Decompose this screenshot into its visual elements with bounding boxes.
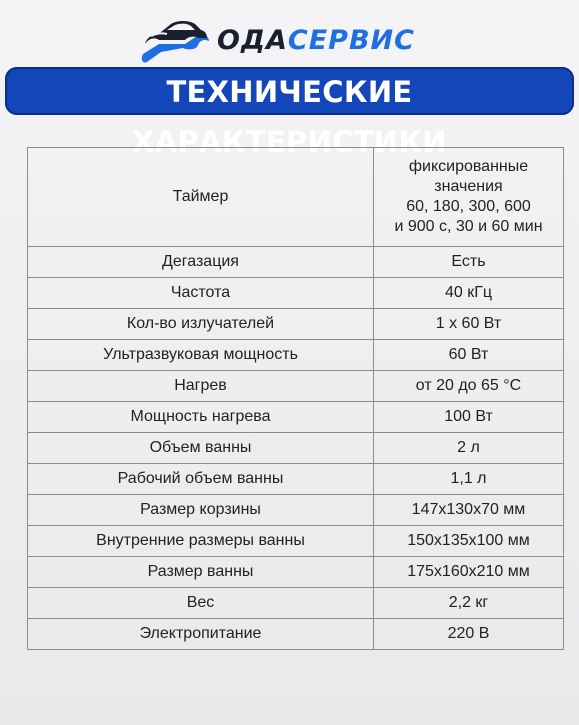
spec-label: Объем ванны [28, 433, 374, 464]
spec-label: Мощность нагрева [28, 402, 374, 433]
spec-value: 147х130х70 мм [374, 495, 564, 526]
table-row [28, 619, 564, 650]
spec-label: Ультразвуковая мощность [28, 340, 374, 371]
spec-value: Есть [374, 247, 564, 278]
table-row [28, 588, 564, 619]
spec-value: 150х135х100 мм [374, 526, 564, 557]
brand-logo [137, 14, 447, 66]
spec-label: Внутренние размеры ванны [28, 526, 374, 557]
spec-value: 2,2 кг [374, 588, 564, 619]
spec-label: Электропитание [28, 619, 374, 650]
brand-name [217, 25, 415, 56]
spec-label: Кол-во излучателей [28, 309, 374, 340]
spec-value: 40 кГц [374, 278, 564, 309]
table-row [28, 402, 564, 433]
table-row [28, 309, 564, 340]
table-row [28, 495, 564, 526]
table-row [28, 371, 564, 402]
title-banner [5, 67, 574, 159]
spec-value: 220 В [374, 619, 564, 650]
spec-label: Дегазация [28, 247, 374, 278]
table-row [28, 340, 564, 371]
spec-label: Вес [28, 588, 374, 619]
spec-label: Таймер [28, 148, 374, 247]
spec-value: 1,1 л [374, 464, 564, 495]
brand-name-part2: СЕРВИС [287, 24, 415, 56]
spec-value: 60 Вт [374, 340, 564, 371]
table-row [28, 464, 564, 495]
spec-label: Нагрев [28, 371, 374, 402]
spec-label: Рабочий объем ванны [28, 464, 374, 495]
spec-value: фиксированные значения 60, 180, 300, 600 и 900 с, 30 и 60 мин [374, 148, 564, 247]
table-row [28, 247, 564, 278]
table-row [28, 278, 564, 309]
spec-value: от 20 до 65 °С [374, 371, 564, 402]
table-row [28, 526, 564, 557]
car-wrench-logo-icon [137, 14, 211, 66]
spec-value: 1 х 60 Вт [374, 309, 564, 340]
table-row [28, 433, 564, 464]
table-row [28, 148, 564, 247]
brand-name-part1: ОДА [217, 24, 288, 56]
spec-label: Размер корзины [28, 495, 374, 526]
spec-value: 100 Вт [374, 402, 564, 433]
specs-table [27, 147, 564, 650]
page-title: ТЕХНИЧЕСКИЕ ХАРАКТЕРИСТИКИ [132, 75, 447, 159]
spec-value: 175х160х210 мм [374, 557, 564, 588]
spec-label: Размер ванны [28, 557, 374, 588]
spec-label: Частота [28, 278, 374, 309]
table-row [28, 557, 564, 588]
spec-value: 2 л [374, 433, 564, 464]
